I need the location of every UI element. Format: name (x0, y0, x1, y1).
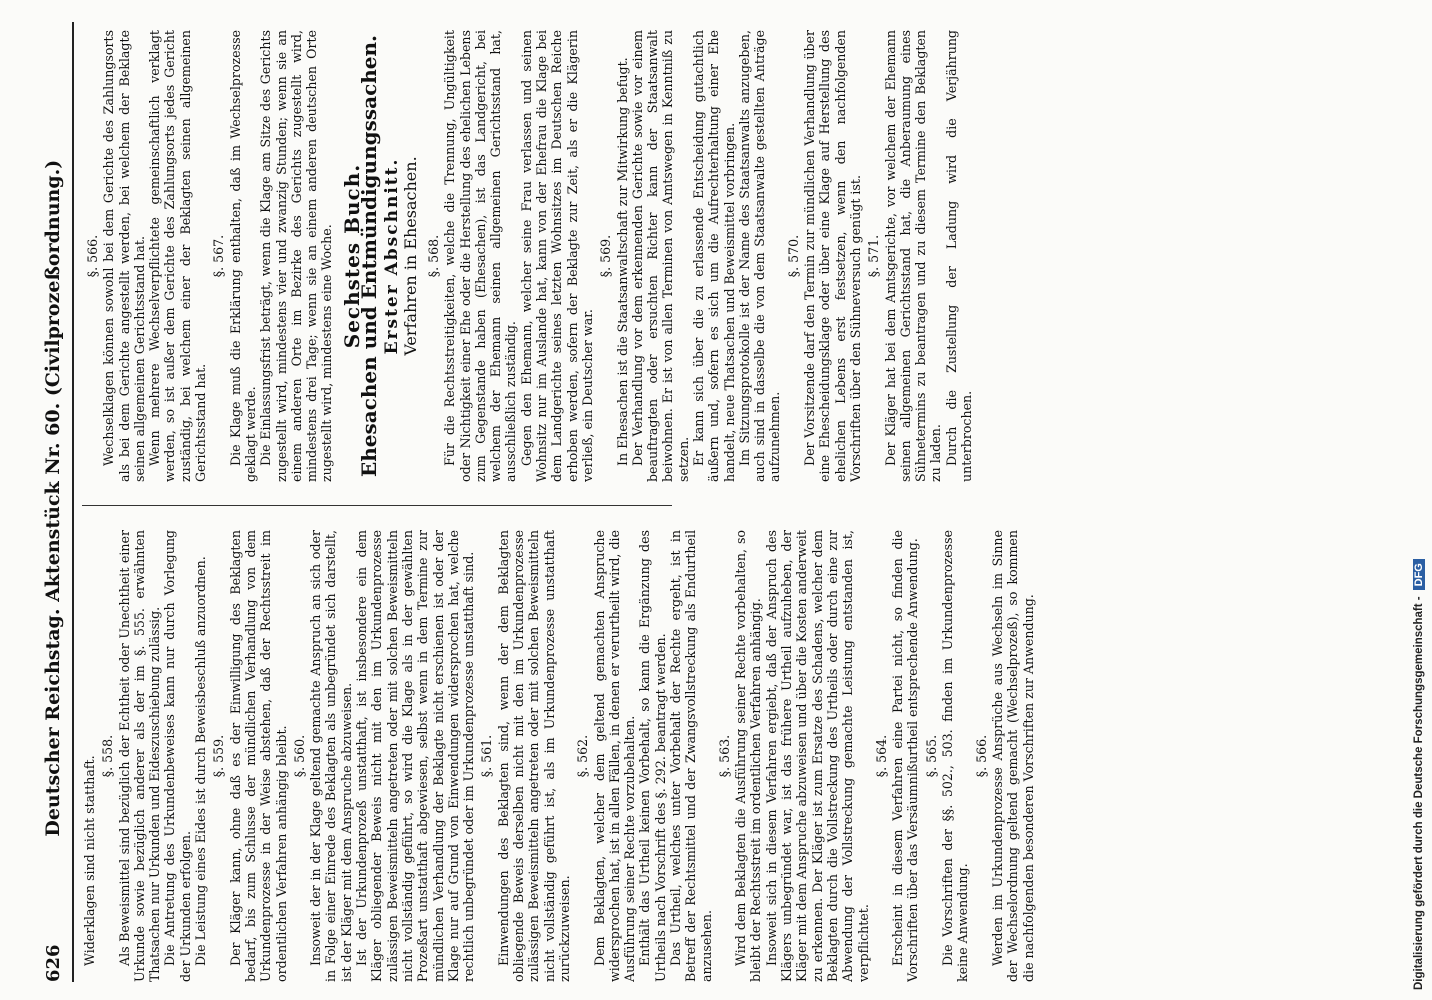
page-number: 626 (42, 944, 64, 982)
section-number: §. 563. (716, 734, 732, 778)
dfg-logo: DFG (1413, 559, 1425, 590)
credit-text: Digitalisierung gefördert durch die Deutsche Forschungsgemeinschaft - (1413, 596, 1425, 990)
paragraph: Dem Beklagten, welcher dem geltend gemachten Anspruche widersprochen hat, ist in allen Fällen, in denen er verurtheilt wird, die Ausführung seiner Rechte vorzubehalten. (591, 530, 638, 982)
paragraph: Wird dem Beklagten die Ausführung seiner Rechte vorbehalten, so bleibt der Rechtsstreit im ordentlichen Verfahren anhängig. (733, 530, 764, 982)
section-number: §. 558. (100, 734, 116, 778)
paragraph: Die Klage muß die Erklärung enthalten, daß im Wechselprozesse geklagt werde. (227, 30, 258, 482)
paragraph: Werden im Urkundenprozesse Ansprüche aus Wechseln im Sinne der Wechselordnung geltend gemacht (Wechselprozeß), so kommen die nachfolgenden besonderen Vorschriften zur Anwendung. (989, 530, 1036, 982)
paragraph: Der Kläger hat bei dem Amtsgerichte, vor welchem der Ehemann seinen allgemeinen Gerichtsstand hat, die Anberaumung eines Sühnetermins zu beantragen und zu diesem Termine den Beklagten zu laden. (882, 30, 944, 482)
paragraph: Der Verhandlung vor dem erkennenden Gerichte sowie vor einem beauftragten oder ersuchten Richter kann der Staatsanwalt beiwohnen. Er ist von allen Terminen von Amtswegen in Kenntniß zu setzen. (629, 30, 691, 482)
paragraph: Enthält das Urtheil keinen Vorbehalt, so kann die Ergänzung des Urtheils nach Vorschrift des §. 292. beantragt werden. (637, 530, 668, 982)
paragraph: Die Leistung eines Eides ist durch Beweisbeschluß anzuordnen. (193, 556, 209, 966)
paragraph: Einwendungen des Beklagten sind, wenn der dem Beklagten obliegende Beweis derselben nicht mit den im Urkundenprozesse zulässigen Beweismitteln angetreten oder mit solchen Beweismitteln nicht vollständig geführt ist, als im Urkundenprozesse unstatthaft zurückzuweisen. (495, 530, 572, 982)
paragraph: Der Kläger kann, ohne daß es der Einwilligung des Beklagten bedarf, bis zum Schlusse der mündlichen Verhandlung von dem Urkundenprozesse in der Weise abstehen, daß der Rechtsstreit im ordentlichen Verfahren anhängig bleibt. (227, 530, 289, 982)
section-number: §. 571. (866, 234, 882, 278)
paragraph: Gegen den Ehemann, welcher seine Frau verlassen und seinen Wohnsitz nur im Auslande hat, kann von der Ehefrau die Klage bei dem Landgerichte seines letzten Wohnsitzes im Deutschen Reiche erhoben werden, sofern der Beklagte zur Zeit, als er die Klägerin verließ, ein Deutscher war. (518, 30, 595, 482)
paragraph: Insoweit sich in diesem Verfahren ergiebt, daß der Anspruch des Klägers unbegründet war, ist das frühere Urtheil aufzuheben, der Kläger mit dem Anspruche abzuweisen und über die Kosten anderweit zu erkennen. Der Kläger ist zum Ersatze des Schadens, welcher dem Beklagten durch die Vollstreckung des Urtheils oder durch eine zur Abwendung der Vollstreckung gemachte Leistung entstanden ist, verpflichtet. (763, 530, 871, 982)
paragraph: Im Sitzungsprotokolle ist der Name des Staatsanwalts anzugeben, auch sind in dasselbe die von dem Staatsanwalte gestellten Anträge aufzunehmen. (736, 30, 783, 482)
page-header (36, 22, 70, 982)
section-number: §. 561. (479, 734, 495, 778)
paragraph: Die Einlassungsfrist beträgt, wenn die Klage am Sitze des Gerichts zugestellt wird, mindestens vier und zwanzig Stunden; wenn sie an einem anderen Orte im Bezirke des Gerichts zugestellt wird, mindestens drei Tage; wenn sie an einem anderen deutschen Orte zugestellt wird, mindestens eine Woche. (258, 30, 335, 482)
book-heading: Sechstes Buch. (339, 163, 364, 349)
paragraph: Der Vorsitzende darf den Termin zur mündlichen Verhandlung über eine Ehescheidungsklage oder über eine Klage auf Herstellung des ehelichen Lebens erst festsetzen, wenn den nachfolgenden Vorschriften über den Sühneversuch genügt ist. (802, 30, 863, 482)
section-number: §. 566. (85, 234, 100, 278)
section-number: §. 566. (973, 734, 989, 778)
section-heading: Erster Abschnitt. (382, 157, 403, 355)
section-number: §. 570. (785, 234, 801, 278)
paragraph: Die Vorschriften der §§. 502., 503. finden im Urkundenprozesse keine Anwendung. (940, 530, 971, 982)
paragraph: Erscheint in diesem Verfahren eine Partei nicht, so finden die Vorschriften über das Versäumnißurtheil entsprechende Anwendung. (890, 530, 921, 982)
paragraph: Wechselklagen können sowohl bei dem Gerichte des Zahlungsorts als bei dem Gerichte angestellt werden, bei welchem der Beklagte seinen allgemeinen Gerichtsstand hat. (101, 30, 147, 482)
column-divider (82, 505, 672, 506)
section-number: §. 560. (291, 734, 307, 778)
section-number: §. 569. (598, 234, 614, 278)
paragraph: Für die Rechtsstreitigkeiten, welche die Trennung, Ungültigkeit oder Nichtigkeit einer Ehe oder die Herstellung des ehelichen Lebens zum Gegenstande haben (Ehesachen), ist das Landgericht, bei welchem der Ehemann seinen allgemeinen Gerichtsstand hat, ausschließlich zuständig. (442, 30, 519, 482)
section-number: §. 565. (923, 734, 939, 778)
paragraph: Er kann sich über die zu erlassende Entscheidung gutachtlich äußern und, sofern es sich um die Aufrechterhaltung einer Ehe handelt, neue Thatsachen und Beweismittel vorbringen. (690, 30, 737, 482)
book-title: Ehesachen und Entmündigungssachen. (357, 34, 382, 478)
section-number: §. 564. (873, 734, 889, 778)
digitization-credit (1410, 0, 1428, 990)
section-number: §. 567. (211, 234, 227, 278)
header-rule (72, 22, 74, 982)
section-number: §. 568. (425, 234, 441, 278)
rotated-page-content (36, 22, 1396, 982)
paragraph: Die Antretung des Urkundenbeweises kann nur durch Vorlegung der Urkunden erfolgen. (162, 530, 193, 982)
left-column (82, 530, 1082, 982)
paragraph: Insoweit der in der Klage geltend gemachte Anspruch an sich oder in Folge einer Einrede des Beklagten als unbegründet sich darstellt, ist der Kläger mit dem Anspruche abzuweisen. (308, 530, 354, 982)
page-title: Deutscher Reichstag. Aktenstück Nr. 60. (Civilprozeßordnung.) (42, 159, 64, 837)
paragraph: Durch die Zustellung der Ladung wird die Verjährung unterbrochen. (943, 30, 975, 482)
section-number: §. 559. (211, 734, 227, 778)
paragraph: Widerklagen sind nicht statthaft. (82, 755, 97, 966)
paragraph: Als Beweismittel sind bezüglich der Echtheit oder Unechtheit einer Urkunde sowie bezüglich anderer als der im §. 555. erwähnten Thatsachen nur Urkunden und Eideszuschiebung zulässig. (116, 530, 163, 982)
paragraph: Das Urtheil, welches unter Vorbehalt der Rechte ergeht, ist in Betreff der Rechtsmittel und der Zwangsvollstreckung als Endurtheil anzusehen. (667, 530, 714, 982)
section-title: Verfahren in Ehesachen. (400, 156, 420, 356)
paragraph: Ist der Urkundenprozeß unstatthaft, ist insbesondere ein dem Kläger obliegender Beweis nicht mit den im Urkundenprozesse zulässigen Beweismitteln angetreten oder mit solchen Beweismitteln nicht vollständig geführt, so wird die Klage als in der gewählten Prozeßart unstatthaft abgewiesen, selbst wenn in dem Termine zur mündlichen Verhandlung der Beklagte nicht erschienen ist oder der Klage nur auf Grund von Einwendungen widersprochen hat, welche rechtlich unbegründet oder im Urkundenprozesse unstatthaft sind. (354, 530, 477, 982)
section-number: §. 562. (575, 734, 591, 778)
right-column (82, 30, 1082, 482)
paragraph: Wenn mehrere Wechselverpflichtete gemeinschaftlich verklagt werden, so ist außer dem Gerichte des Zahlungsorts jedes Gericht zuständig, bei welchem einer der Beklagten seinen allgemeinen Gerichtsstand hat. (147, 30, 209, 482)
paragraph: In Ehesachen ist die Staatsanwaltschaft zur Mitwirkung befugt. (614, 57, 630, 466)
